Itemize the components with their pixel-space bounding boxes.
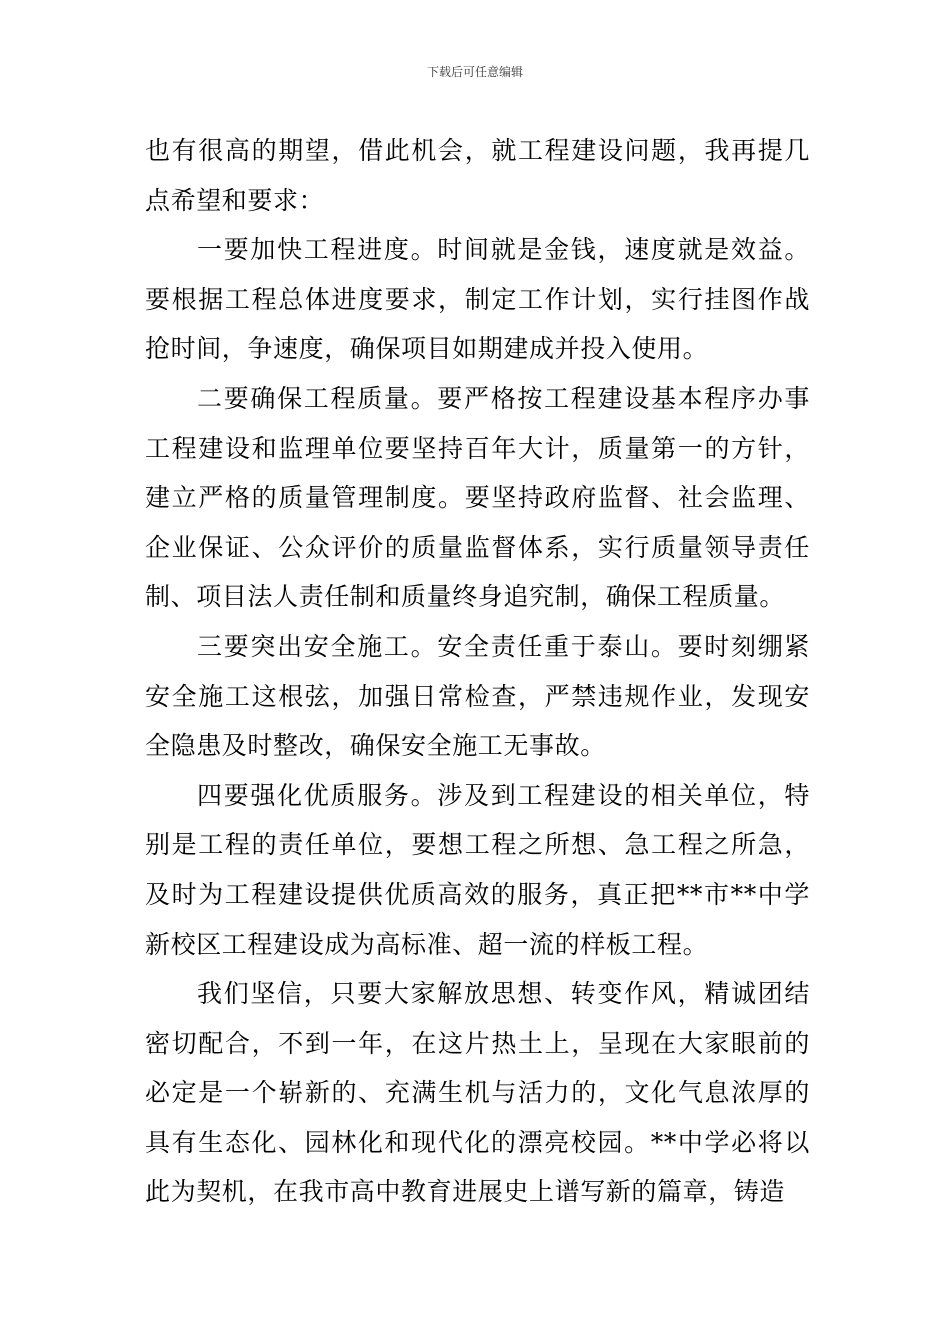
page-header: 下载后可任意编辑: [426, 65, 523, 79]
paragraph-continuation: 也有很高的期望，借此机会，就工程建设问题，我再提几点希望和要求：: [145, 136, 810, 215]
paragraph-quality: 二要确保工程质量。要严格按工程建设基本程序办事工程建设和监理单位要坚持百年大计，质量第一的方针，建立严格的质量管理制度。要坚持政府监督、社会监理、企业保证、公众评价的质量监督体系，实行质量领导责任制、项目法人责任制和质量终身追究制，确保工程质量。: [145, 383, 810, 612]
document-body: [145, 126, 810, 1217]
paragraph-progress: 一要加快工程进度。时间就是金钱，速度就是效益。要根据工程总体进度要求，制定工作计划，实行挂图作战抢时间，争速度，确保项目如期建成并投入使用。: [145, 235, 810, 364]
paragraph-safety: 三要突出安全施工。安全责任重于泰山。要时刻绷紧安全施工这根弦，加强日常检查，严禁违规作业，发现安全隐患及时整改，确保安全施工无事故。: [145, 631, 810, 761]
paragraph-service: 四要强化优质服务。涉及到工程建设的相关单位，特别是工程的责任单位，要想工程之所想、急工程之所急，及时为工程建设提供优质高效的服务，真正把**市**中学新校区工程建设成为高标准、超一流的样板工程。: [145, 780, 810, 959]
paragraph-conclusion: 我们坚信，只要大家解放思想、转变作风，精诚团结密切配合，不到一年，在这片热土上，呈现在大家眼前的必定是一个崭新的、充满生机与活力的，文化气息浓厚的具有生态化、园林化和现代化的漂亮校园。**中学必将以此为契机，在我市高中教育进展史上谱写新的篇章，铸造: [145, 979, 810, 1207]
